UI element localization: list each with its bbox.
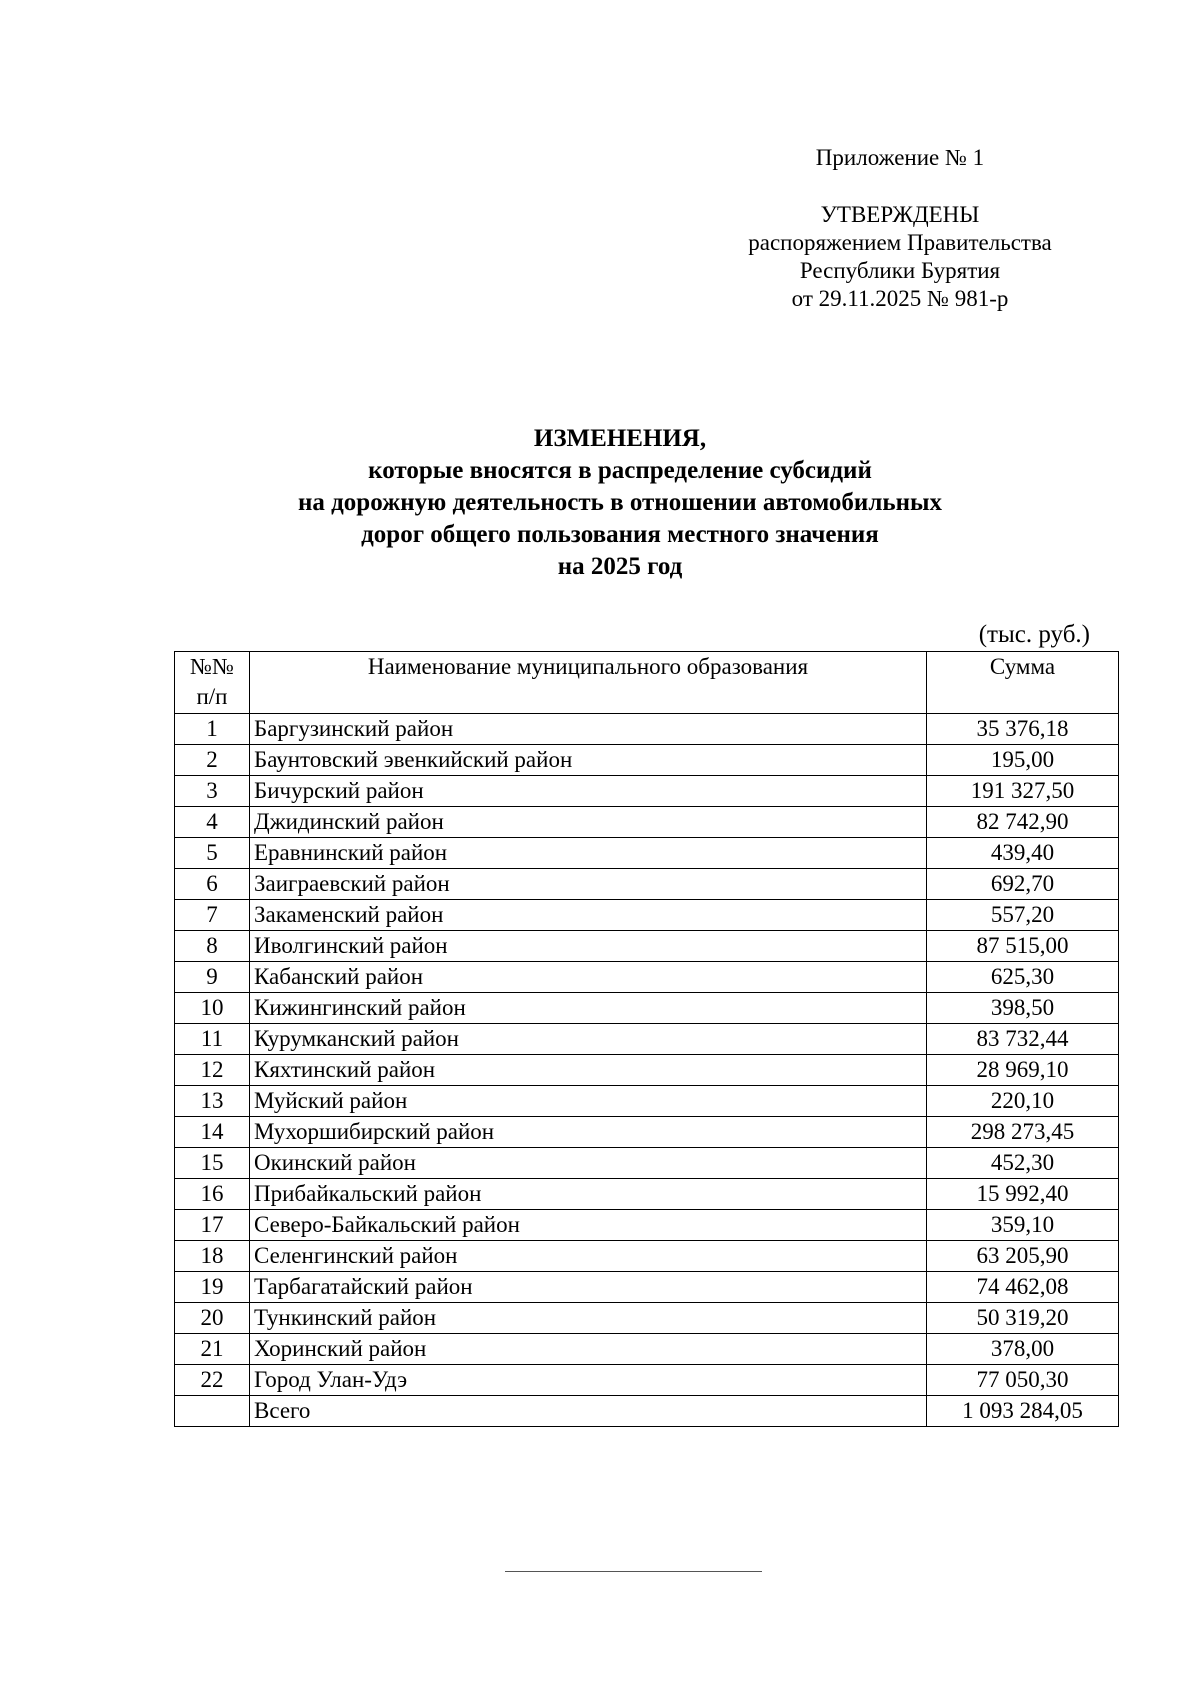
table-row — [175, 1117, 1119, 1148]
subsidy-sum: 63 205,90 — [927, 1241, 1119, 1272]
row-number: 13 — [175, 1086, 250, 1117]
total-label: Всего — [250, 1396, 927, 1427]
subsidy-sum: 191 327,50 — [927, 776, 1119, 807]
subsidy-sum: 220,10 — [927, 1086, 1119, 1117]
row-number: 2 — [175, 745, 250, 776]
row-number: 14 — [175, 1117, 250, 1148]
row-number: 16 — [175, 1179, 250, 1210]
approved-heading: УТВЕРЖДЕНЫ — [820, 202, 980, 227]
approval-block — [740, 201, 1060, 313]
municipality-name: Муйский район — [250, 1086, 927, 1117]
title-line: на 2025 год — [557, 553, 683, 580]
municipality-name: Баргузинский район — [250, 714, 927, 745]
table-row — [175, 931, 1119, 962]
subsidy-sum: 15 992,40 — [927, 1179, 1119, 1210]
table-row — [175, 1148, 1119, 1179]
column-header-number — [175, 652, 250, 714]
subsidies-table — [174, 651, 1119, 1427]
municipality-name: Город Улан-Удэ — [250, 1365, 927, 1396]
municipality-name: Кяхтинский район — [250, 1055, 927, 1086]
total-number-cell — [175, 1396, 250, 1427]
row-number: 11 — [175, 1024, 250, 1055]
subsidy-sum: 87 515,00 — [927, 931, 1119, 962]
subsidy-sum: 50 319,20 — [927, 1303, 1119, 1334]
column-header-sum: Сумма — [927, 652, 1119, 714]
appendix-label: Приложение № 1 — [815, 145, 985, 170]
row-number: 5 — [175, 838, 250, 869]
municipality-name: Северо-Байкальский район — [250, 1210, 927, 1241]
table-row — [175, 900, 1119, 931]
subsidy-sum: 35 376,18 — [927, 714, 1119, 745]
row-number: 1 — [175, 714, 250, 745]
municipality-name: Баунтовский эвенкийский район — [250, 745, 927, 776]
table-row — [175, 1241, 1119, 1272]
column-header-name: Наименование муниципального образования — [250, 652, 927, 714]
municipality-name: Закаменский район — [250, 900, 927, 931]
title-line: ИЗМЕНЕНИЯ, — [533, 425, 707, 452]
row-number: 17 — [175, 1210, 250, 1241]
subsidy-sum: 452,30 — [927, 1148, 1119, 1179]
row-number: 22 — [175, 1365, 250, 1396]
table-row — [175, 714, 1119, 745]
municipality-name: Тункинский район — [250, 1303, 927, 1334]
table-row — [175, 1086, 1119, 1117]
subsidy-sum: 557,20 — [927, 900, 1119, 931]
row-number: 21 — [175, 1334, 250, 1365]
subsidy-sum: 82 742,90 — [927, 807, 1119, 838]
table-row — [175, 838, 1119, 869]
table-row — [175, 745, 1119, 776]
subsidy-sum: 298 273,45 — [927, 1117, 1119, 1148]
row-number: 10 — [175, 993, 250, 1024]
row-number: 8 — [175, 931, 250, 962]
document-title — [120, 423, 1120, 583]
table-row — [175, 993, 1119, 1024]
units-label: (тыс. руб.) — [978, 621, 1090, 648]
column-header-number-line1: №№ — [190, 654, 234, 679]
table-row — [175, 776, 1119, 807]
table-row — [175, 962, 1119, 993]
table-row — [175, 1024, 1119, 1055]
municipality-name: Бичурский район — [250, 776, 927, 807]
table-row — [175, 1055, 1119, 1086]
table-row — [175, 1179, 1119, 1210]
table-body — [175, 714, 1119, 1396]
title-line: на дорожную деятельность в отношении автомобильных — [297, 489, 942, 516]
row-number: 6 — [175, 869, 250, 900]
subsidy-sum: 439,40 — [927, 838, 1119, 869]
subsidy-sum: 359,10 — [927, 1210, 1119, 1241]
table-row — [175, 1210, 1119, 1241]
municipality-name: Прибайкальский район — [250, 1179, 927, 1210]
municipality-name: Еравнинский район — [250, 838, 927, 869]
title-line: дорог общего пользования местного значения — [361, 521, 879, 548]
subsidy-sum: 28 969,10 — [927, 1055, 1119, 1086]
table-row — [175, 807, 1119, 838]
subsidy-sum: 74 462,08 — [927, 1272, 1119, 1303]
table-row — [175, 1365, 1119, 1396]
subsidy-sum: 83 732,44 — [927, 1024, 1119, 1055]
municipality-name: Курумканский район — [250, 1024, 927, 1055]
subsidy-sum: 692,70 — [927, 869, 1119, 900]
approval-line: распоряжением Правительства — [748, 230, 1052, 255]
row-number: 4 — [175, 807, 250, 838]
approval-line: Республики Бурятия — [799, 258, 1001, 283]
subsidy-sum: 195,00 — [927, 745, 1119, 776]
row-number: 20 — [175, 1303, 250, 1334]
footer-divider — [505, 1571, 762, 1572]
row-number: 7 — [175, 900, 250, 931]
row-number: 18 — [175, 1241, 250, 1272]
municipality-name: Окинский район — [250, 1148, 927, 1179]
row-number: 12 — [175, 1055, 250, 1086]
row-number: 19 — [175, 1272, 250, 1303]
municipality-name: Кижингинский район — [250, 993, 927, 1024]
municipality-name: Кабанский район — [250, 962, 927, 993]
row-number: 3 — [175, 776, 250, 807]
total-sum: 1 093 284,05 — [927, 1396, 1119, 1427]
municipality-name: Хоринский район — [250, 1334, 927, 1365]
table-row — [175, 1272, 1119, 1303]
table-row — [175, 1303, 1119, 1334]
table-row — [175, 869, 1119, 900]
municipality-name: Селенгинский район — [250, 1241, 927, 1272]
row-number: 15 — [175, 1148, 250, 1179]
column-header-number-line2: п/п — [196, 684, 228, 709]
municipality-name: Заиграевский район — [250, 869, 927, 900]
table-row — [175, 1334, 1119, 1365]
subsidy-sum: 625,30 — [927, 962, 1119, 993]
approval-date-number: от 29.11.2025 № 981-р — [791, 286, 1009, 311]
subsidy-sum: 77 050,30 — [927, 1365, 1119, 1396]
municipality-name: Иволгинский район — [250, 931, 927, 962]
total-row — [175, 1396, 1119, 1427]
municipality-name: Джидинский район — [250, 807, 927, 838]
municipality-name: Тарбагатайский район — [250, 1272, 927, 1303]
subsidy-sum: 398,50 — [927, 993, 1119, 1024]
table-header-row — [175, 652, 1119, 714]
municipality-name: Мухоршибирский район — [250, 1117, 927, 1148]
title-line: которые вносятся в распределение субсидий — [368, 457, 872, 484]
row-number: 9 — [175, 962, 250, 993]
subsidy-sum: 378,00 — [927, 1334, 1119, 1365]
